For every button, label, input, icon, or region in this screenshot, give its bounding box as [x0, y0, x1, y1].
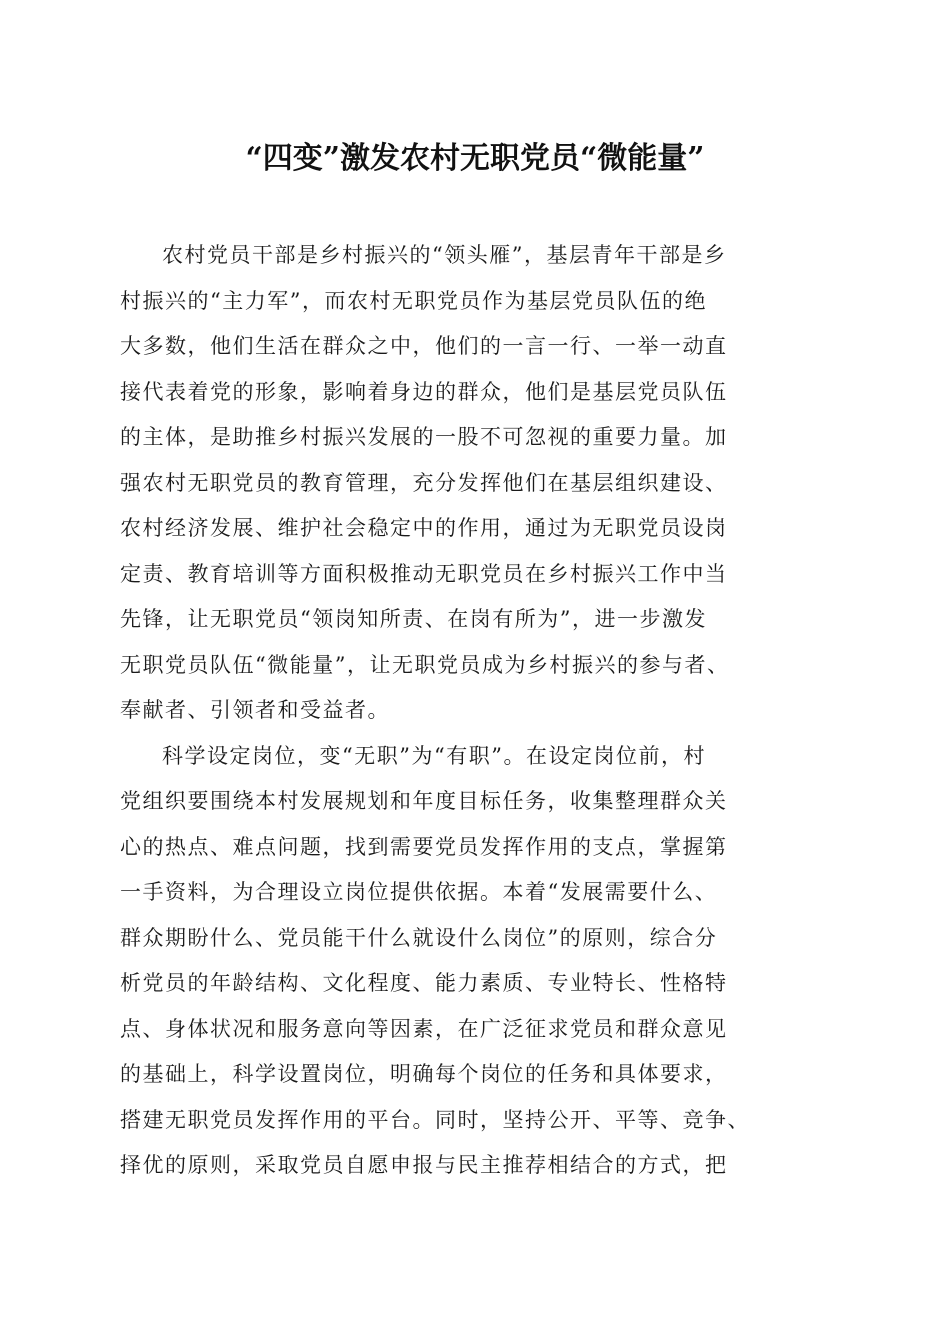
text-line: 析党员的年龄结构、文化程度、能力素质、专业特长、性格特: [120, 971, 728, 995]
text-line: 强农村无职党员的教育管理，充分发挥他们在基层组织建设、: [120, 470, 728, 495]
paragraph-1: [120, 233, 836, 734]
text-line: 无职党员队伍“微能量”，让无职党员成为乡村振兴的参与者、: [120, 652, 730, 677]
document-body: [120, 233, 836, 1189]
text-line: 先锋，让无职党员“领岗知所责、在岗有所为”，进一步激发: [120, 607, 707, 631]
text-line: 定责、教育培训等方面积极推动无职党员在乡村振兴工作中当: [120, 561, 728, 586]
text-line: 一手资料，为合理设立岗位提供依据。本着“发展需要什么、: [120, 880, 718, 904]
text-line: 的基础上，科学设置岗位，明确每个岗位的任务和具体要求，: [120, 1062, 728, 1086]
text-line: 接代表着党的形象，影响着身边的群众，他们是基层党员队伍: [120, 379, 728, 404]
text-line: 群众期盼什么、党员能干什么就设什么岗位”的原则，综合分: [120, 925, 718, 950]
text-line: 村振兴的“主力军”，而农村无职党员作为基层党员队伍的绝: [120, 288, 707, 313]
text-line: 搭建无职党员发挥作用的平台。同时，坚持公开、平等、竞争、: [120, 1107, 750, 1132]
document-title: “四变”激发农村无职党员“微能量”: [245, 141, 705, 176]
text-line: 的主体，是助推乡村振兴发展的一股不可忽视的重要力量。加: [120, 425, 728, 449]
text-line: 科学设定岗位，变“无职”为“有职”。在设定岗位前，村: [162, 743, 706, 768]
text-line: 择优的原则，采取党员自愿申报与民主推荐相结合的方式，把: [120, 1153, 728, 1177]
text-line: 点、身体状况和服务意向等因素，在广泛征求党员和群众意见: [120, 1016, 728, 1041]
paragraph-2: [120, 734, 836, 1189]
text-line: 党组织要围绕本村发展规划和年度目标任务，收集整理群众关: [120, 789, 728, 813]
text-line: 大多数，他们生活在群众之中，他们的一言一行、一举一动直: [120, 334, 728, 358]
text-line: 心的热点、难点问题，找到需要党员发挥作用的支点，掌握第: [120, 834, 728, 859]
text-line: 奉献者、引领者和受益者。: [120, 698, 390, 722]
text-line: 农村经济发展、维护社会稳定中的作用，通过为无职党员设岗: [120, 516, 728, 540]
text-line: 农村党员干部是乡村振兴的“领头雁”，基层青年干部是乡: [162, 243, 727, 267]
